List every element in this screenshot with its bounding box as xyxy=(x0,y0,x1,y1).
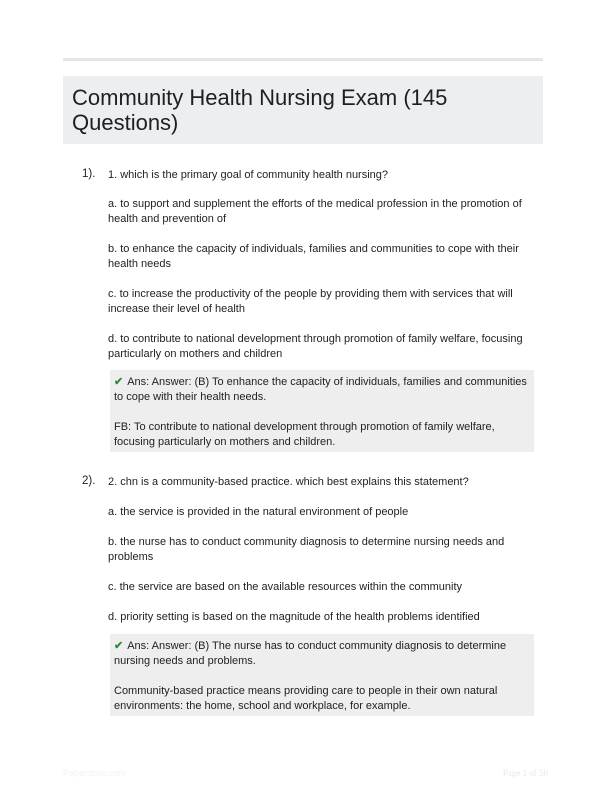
page-indicator: Page 1 of 50 xyxy=(502,768,548,778)
checkmark-icon: ✔ xyxy=(114,376,124,388)
answer-text: Ans: Answer: (B) The nurse has to conduct community diagnosis to determine nursing needs and problems. xyxy=(114,640,507,667)
question-stem: 1. which is the primary goal of community health nursing? xyxy=(108,169,389,181)
checkmark-icon: ✔ xyxy=(114,640,124,652)
question-number: 1). xyxy=(82,168,96,180)
feedback-text: Community-based practice means providing care to people in their own natural environments: the home, school and workplace, for example. xyxy=(114,685,498,712)
option-d: d. priority setting is based on the magnitude of the health problems identified xyxy=(108,611,480,623)
answer-box xyxy=(110,370,534,452)
question-stem: 2. chn is a community-based practice. which best explains this statement? xyxy=(108,476,469,488)
top-divider xyxy=(63,58,543,61)
question-number: 2). xyxy=(82,475,96,487)
option-a: a. the service is provided in the natural environment of people xyxy=(108,506,409,518)
title-band xyxy=(63,76,543,144)
option-c: c. the service are based on the available resources within the community xyxy=(108,581,463,593)
option-d: d. to contribute to national development through promotion of family welfare, focusing particularly on mothers and children xyxy=(108,333,523,360)
option-b: b. to enhance the capacity of individuals, families and communities to cope with their health needs xyxy=(108,243,519,270)
feedback-text: FB: To contribute to national development through promotion of family welfare, focusing particularly on mothers and children. xyxy=(114,421,495,448)
option-a: a. to support and supplement the efforts of the medical profession in the promotion of health and prevention of xyxy=(108,198,522,225)
answer-text: Ans: Answer: (B) To enhance the capacity of individuals, families and communities to cope with their health needs. xyxy=(114,376,527,403)
option-b: b. the nurse has to conduct community diagnosis to determine nursing needs and problems xyxy=(108,536,505,563)
answer-box xyxy=(110,634,534,716)
option-c: c. to increase the productivity of the people by providing them with services that will increase their level of health xyxy=(108,288,513,315)
document-title: Community Health Nursing Exam (145 Questions) xyxy=(72,85,448,135)
footer-site: Paperdrive.com xyxy=(63,768,127,778)
